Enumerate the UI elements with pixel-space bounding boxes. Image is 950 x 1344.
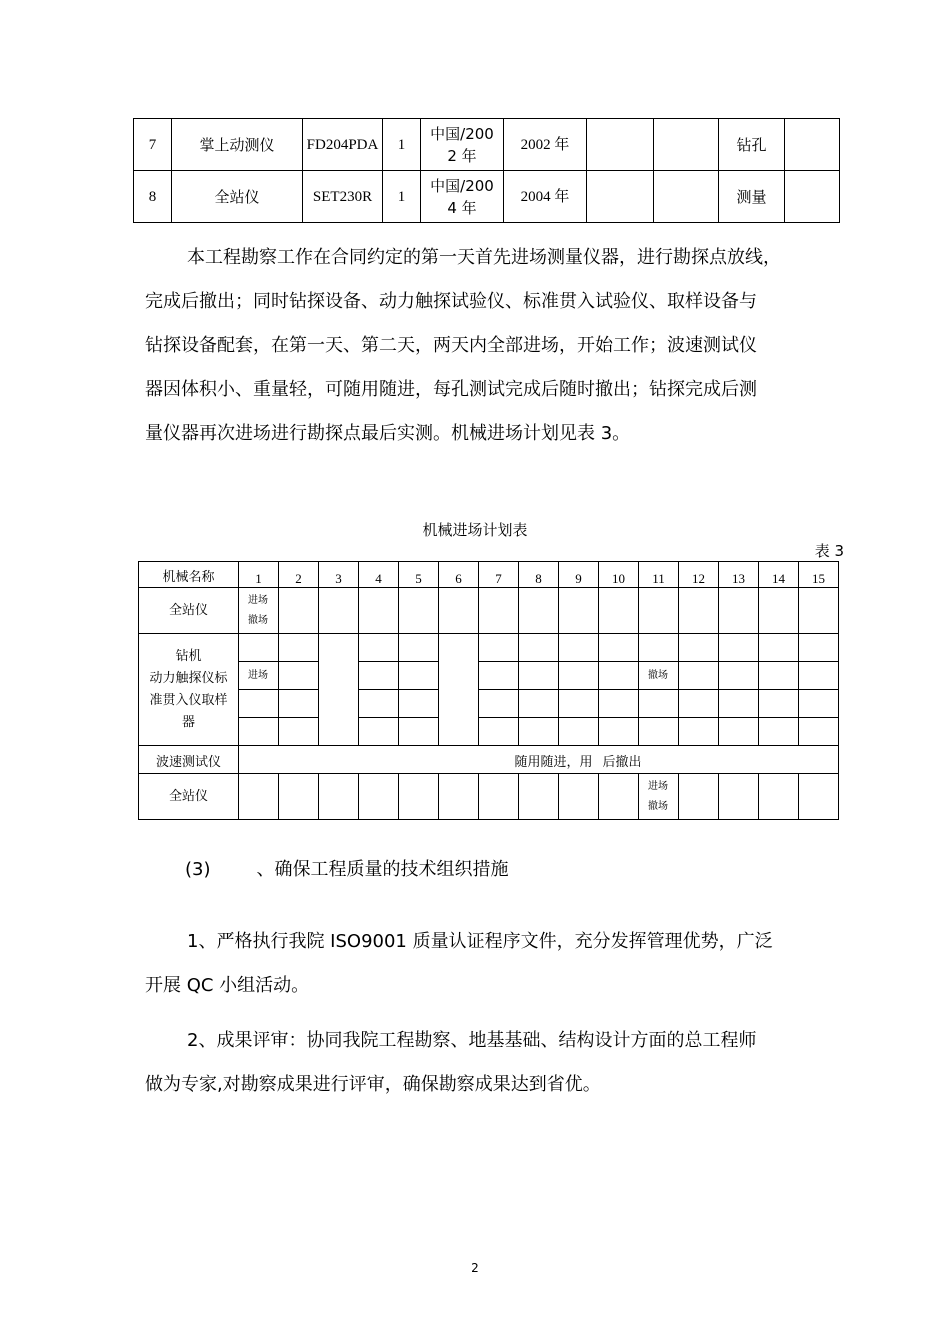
day-header: 7: [479, 562, 519, 588]
day-cell: [279, 774, 319, 820]
day-cell: [479, 774, 519, 820]
day-cell: [319, 774, 359, 820]
equipment-use: 测量: [719, 171, 785, 223]
day-cell: [519, 718, 559, 746]
day-cell: [359, 774, 399, 820]
day-cell: [239, 774, 279, 820]
day-header: 5: [399, 562, 439, 588]
machine-name-multi: [139, 634, 239, 746]
section-number: (3): [185, 859, 211, 880]
equipment-model: SET230R: [303, 171, 383, 223]
paragraph-line: 1、严格执行我院 ISO9001 质量认证程序文件，充分发挥管理优势，广泛: [187, 931, 773, 952]
day-cell: [559, 690, 599, 718]
day-cell: [559, 634, 599, 662]
row-number: 7: [134, 119, 172, 171]
machine-name-line: 器: [181, 714, 195, 730]
exit-mark: 撤场: [648, 800, 668, 812]
paragraph-line: 2、成果评审：协同我院工程勘察、地基基础、结构设计方面的总工程师: [187, 1030, 757, 1051]
day-cell: [759, 634, 799, 662]
table-row: [139, 634, 839, 662]
enter-mark: 进场: [648, 780, 668, 792]
day-header: 15: [799, 562, 839, 588]
enter-mark: 进场: [248, 594, 268, 606]
day-cell: [399, 634, 439, 662]
equipment-qty: 1: [383, 119, 421, 171]
day-cell: [399, 718, 439, 746]
day-cell: [799, 774, 839, 820]
day-cell: [519, 662, 559, 690]
table-row: [134, 171, 840, 223]
day-cell: [519, 690, 559, 718]
wave-note-cell: [239, 746, 839, 774]
day-cell: [239, 588, 279, 634]
day-cell: [679, 634, 719, 662]
machine-name-line: 钻机: [175, 648, 202, 664]
day-cell: [279, 690, 319, 718]
day-cell: [479, 662, 519, 690]
day-cell: [559, 774, 599, 820]
item-1: [145, 920, 845, 1008]
day-cell: [679, 690, 719, 718]
day-cell: [239, 690, 279, 718]
day-cell: [279, 588, 319, 634]
exit-mark: 撤场: [648, 669, 668, 681]
day-cell: [319, 634, 359, 746]
day-cell: [359, 690, 399, 718]
table-row: [139, 662, 839, 690]
day-cell: [639, 690, 679, 718]
day-header: 10: [599, 562, 639, 588]
table-row: [134, 119, 840, 171]
origin-line-1: 中国/200: [430, 124, 494, 143]
day-cell: [279, 718, 319, 746]
table-row: [139, 774, 839, 820]
day-cell: [679, 718, 719, 746]
row-number: 8: [134, 171, 172, 223]
table-row: [139, 690, 839, 718]
section-heading: [185, 855, 509, 881]
day-cell: [719, 634, 759, 662]
day-cell: [359, 662, 399, 690]
day-cell: [799, 588, 839, 634]
day-cell: [759, 718, 799, 746]
day-cell: [519, 634, 559, 662]
day-cell: [759, 690, 799, 718]
intro-paragraph: [145, 236, 845, 456]
equipment-use: 钻孔: [719, 119, 785, 171]
day-cell: [439, 774, 479, 820]
empty-cell: [587, 171, 654, 223]
wave-note-b: 后撤出: [602, 755, 642, 770]
table-row: [139, 718, 839, 746]
table-row: [139, 562, 839, 588]
wave-note-a: 随用随进，用: [514, 755, 593, 770]
day-cell: [479, 588, 519, 634]
schedule-table: [138, 561, 839, 820]
paragraph-line: 做为专家,对勘察成果进行评审，确保勘察成果达到省优。: [145, 1074, 601, 1095]
paragraph-line: 量仪器再次进场进行勘探点最后实测。机械进场计划见表 3。: [145, 423, 631, 444]
day-cell: [639, 718, 679, 746]
day-cell: [479, 690, 519, 718]
table-row: [139, 746, 839, 774]
origin-line-2: 2 年: [447, 146, 477, 165]
empty-cell: [654, 119, 719, 171]
day-cell: [599, 634, 639, 662]
table-row: [139, 588, 839, 634]
day-cell: [799, 718, 839, 746]
day-cell: [359, 588, 399, 634]
equipment-model: FD204PDA: [303, 119, 383, 171]
day-cell: [759, 774, 799, 820]
day-cell: [599, 774, 639, 820]
page-number: 2: [471, 1261, 479, 1275]
machine-name-line: 准贯入仪取样: [149, 692, 228, 708]
day-cell: [599, 662, 639, 690]
day-cell: [679, 662, 719, 690]
empty-cell: [587, 119, 654, 171]
paragraph-line: 钻探设备配套，在第一天、第二天，两天内全部进场，开始工作；波速测试仪: [145, 335, 757, 356]
schedule-caption: 机械进场计划表: [422, 521, 528, 539]
day-cell: [599, 718, 639, 746]
day-cell: [799, 690, 839, 718]
day-cell: [719, 690, 759, 718]
day-cell: [399, 588, 439, 634]
day-cell: [719, 718, 759, 746]
day-cell: [519, 774, 559, 820]
paragraph-line: 开展 QC 小组活动。: [145, 975, 310, 996]
equipment-name: 全站仪: [172, 171, 303, 223]
paragraph-line: 器因体积小、重量轻，可随用随进，每孔测试完成后随时撤出；钻探完成后测: [145, 379, 757, 400]
day-cell: [759, 662, 799, 690]
day-header: 2: [279, 562, 319, 588]
day-cell: [719, 662, 759, 690]
equipment-qty: 1: [383, 171, 421, 223]
day-cell: [439, 588, 479, 634]
day-cell: [239, 718, 279, 746]
machine-name: 全站仪: [139, 774, 239, 820]
day-cell: [559, 718, 599, 746]
table-label: 表 3: [814, 542, 844, 560]
day-cell: [239, 634, 279, 662]
day-header: 4: [359, 562, 399, 588]
equipment-table: [133, 118, 840, 223]
section-title: 、确保工程质量的技术组织措施: [256, 859, 509, 880]
day-header: 8: [519, 562, 559, 588]
day-cell: [719, 774, 759, 820]
exit-mark: 撤场: [248, 614, 268, 626]
day-header: 14: [759, 562, 799, 588]
day-cell: [239, 662, 279, 690]
day-cell: [599, 690, 639, 718]
equipment-origin: [421, 119, 504, 171]
day-cell: [439, 634, 479, 746]
day-cell: [639, 634, 679, 662]
day-cell: [319, 588, 359, 634]
empty-cell: [785, 119, 840, 171]
day-cell: [359, 718, 399, 746]
enter-mark: 进场: [248, 669, 268, 681]
equipment-origin: [421, 171, 504, 223]
day-cell: [519, 588, 559, 634]
item-2: [145, 1019, 845, 1107]
empty-cell: [785, 171, 840, 223]
day-cell: [639, 588, 679, 634]
machine-name-line: 动力触探仪标: [149, 670, 228, 686]
day-cell: [479, 718, 519, 746]
origin-line-2: 4 年: [447, 198, 477, 217]
day-header: 11: [639, 562, 679, 588]
paragraph-line: 完成后撤出；同时钻探设备、动力触探试验仪、标准贯入试验仪、取样设备与: [145, 291, 757, 312]
day-cell: [559, 662, 599, 690]
day-cell: [639, 662, 679, 690]
day-cell: [799, 662, 839, 690]
equipment-name: 掌上动测仪: [172, 119, 303, 171]
day-cell: [399, 774, 439, 820]
day-cell: [639, 774, 679, 820]
day-cell: [479, 634, 519, 662]
day-cell: [679, 588, 719, 634]
equipment-year: 2002 年: [504, 119, 587, 171]
day-header: 13: [719, 562, 759, 588]
paragraph-line: 本工程勘察工作在合同约定的第一天首先进场测量仪器，进行勘探点放线，: [187, 247, 781, 268]
day-cell: [399, 662, 439, 690]
day-header: 6: [439, 562, 479, 588]
machine-name: 波速测试仪: [139, 746, 239, 774]
equipment-year: 2004 年: [504, 171, 587, 223]
day-cell: [679, 774, 719, 820]
day-header: 3: [319, 562, 359, 588]
header-name: 机械名称: [139, 562, 239, 588]
machine-name: 全站仪: [139, 588, 239, 634]
day-cell: [399, 690, 439, 718]
day-cell: [559, 588, 599, 634]
day-cell: [279, 634, 319, 662]
day-header: 1: [239, 562, 279, 588]
day-cell: [279, 662, 319, 690]
day-cell: [719, 588, 759, 634]
day-cell: [799, 634, 839, 662]
origin-line-1: 中国/200: [430, 176, 494, 195]
day-header: 12: [679, 562, 719, 588]
day-cell: [759, 588, 799, 634]
day-header: 9: [559, 562, 599, 588]
day-cell: [359, 634, 399, 662]
day-cell: [599, 588, 639, 634]
empty-cell: [654, 171, 719, 223]
